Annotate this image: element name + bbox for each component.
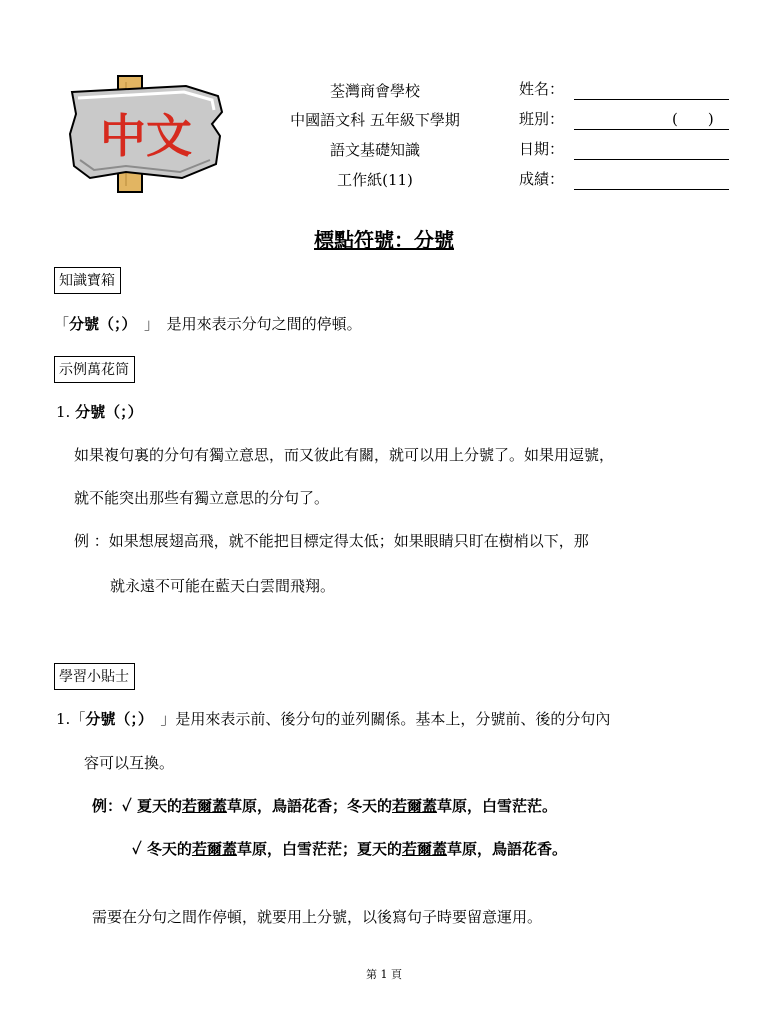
worksheet-number: 工作紙(11) (337, 171, 413, 189)
subject-line: 中國語文科 五年級下學期 (290, 111, 460, 129)
close-quote: 」 (144, 315, 152, 333)
class-label: 班別： (519, 110, 565, 128)
ex1-part-e: 草原，白雪茫茫。 (437, 797, 558, 815)
ex2-part-e: 草原，鳥語花香。 (446, 840, 567, 858)
item-title: 分號（；） (75, 403, 143, 421)
knowledge-heading: 知識寶箱 (54, 267, 121, 294)
class-field[interactable] (574, 129, 729, 130)
page-number: 第 1 頁 (366, 968, 402, 981)
ex2-part-c: 草原，白雪茫茫；夏天的 (236, 840, 402, 858)
examples-heading: 示例萬花筒 (54, 356, 135, 383)
logo-text: 中文 (100, 109, 192, 163)
page-title: 標點符號：分號 (314, 228, 454, 252)
example-sentence-line2: 就永遠不可能在藍天白雲間飛翔。 (110, 577, 336, 595)
ex1-part-c: 草原，鳥語花香；冬天的 (226, 797, 392, 815)
examples-para-line1: 如果複句裏的分句有獨立意思，而又彼此有關，就可以用上分號了。如果用逗號， (74, 446, 615, 464)
date-label: 日期： (519, 140, 565, 158)
ex2-place-name-2: 若爾蓋 (401, 840, 447, 858)
check-icon: ✓ (132, 840, 142, 858)
tips-term: 分號（；） (85, 710, 146, 728)
tips-closing: 需要在分句之間作停頓，就要用上分號，以後寫句子時要留意運用。 (92, 908, 543, 926)
ex1-place-name-2: 若爾蓋 (391, 797, 437, 815)
chinese-sign-logo (66, 74, 226, 194)
class-number-field[interactable]: ( ) (672, 110, 714, 128)
school-name: 荃灣商會學校 (329, 82, 420, 100)
ex2-place-name: 若爾蓋 (191, 840, 237, 858)
tips-line1-text: 」是用來表示前、後分句的並列關係。基本上，分號前、後的分句內 (160, 710, 611, 728)
semicolon-term: 分號（；） (69, 315, 130, 333)
tips-heading: 學習小貼士 (54, 663, 135, 690)
ex2-part-a: 冬天的 (146, 840, 192, 858)
knowledge-definition: 是用來表示分句之間的停頓。 (166, 315, 362, 333)
score-field[interactable] (574, 189, 729, 190)
tips-example-2 (132, 838, 567, 859)
item-number: 1. (56, 403, 71, 421)
tips-example-1 (92, 795, 557, 816)
ex1-part-a: 夏天的 (136, 797, 182, 815)
open-quote: 「 (54, 315, 70, 333)
date-field[interactable] (574, 159, 729, 160)
tips-line1 (56, 708, 610, 729)
tips-line2: 容可以互換。 (84, 754, 175, 772)
examples-item-title (56, 401, 143, 422)
score-label: 成績： (519, 170, 565, 188)
example-label: 例： (92, 797, 123, 815)
check-icon: ✓ (122, 797, 132, 815)
name-field[interactable] (574, 99, 729, 100)
ex1-place-name: 若爾蓋 (181, 797, 227, 815)
example-sentence-line1: 例 ：如果想展翅高飛，就不能把目標定得太低；如果眼睛只盯在樹梢以下，那 (74, 532, 589, 550)
knowledge-text (54, 313, 362, 334)
name-label: 姓名： (519, 80, 565, 98)
examples-para-line2: 就不能突出那些有獨立意思的分句了。 (74, 489, 330, 507)
tips-open-quote: 「 (70, 710, 86, 728)
topic-line: 語文基礎知識 (329, 141, 420, 159)
tips-number: 1. (56, 710, 71, 728)
